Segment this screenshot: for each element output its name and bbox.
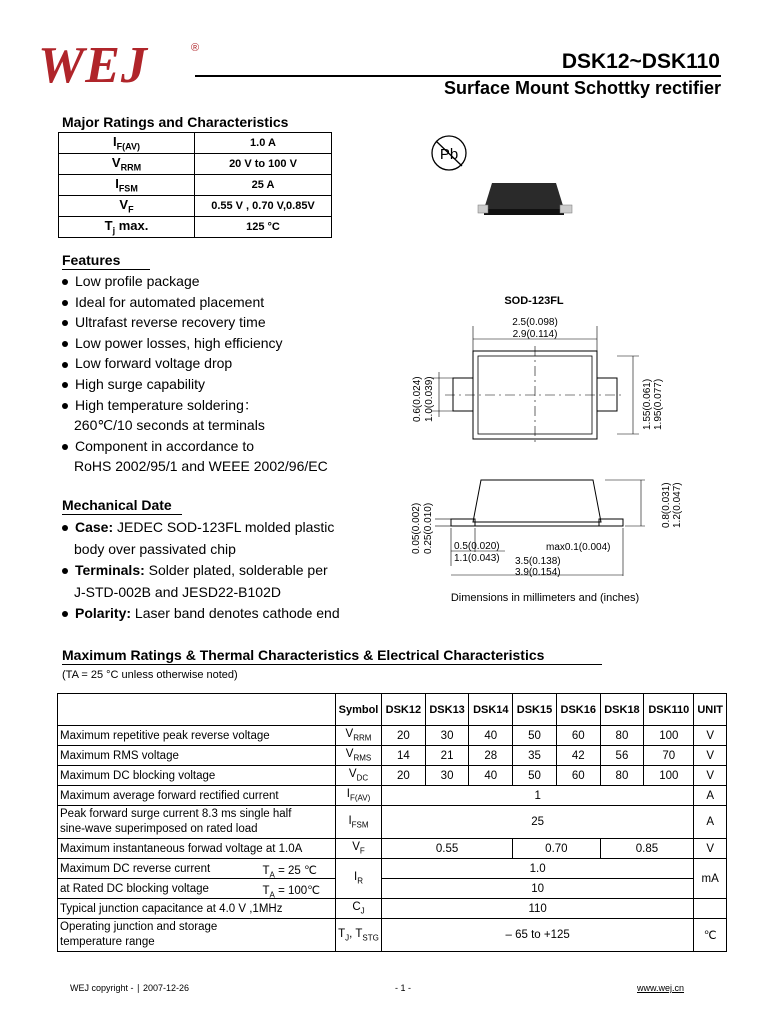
max-ratings-table xyxy=(57,693,727,952)
svg-text:1.95(0.077): 1.95(0.077) xyxy=(653,378,664,430)
document-subtitle: Surface Mount Schottky rectifier xyxy=(443,78,721,98)
list-item: Ultrafast reverse recovery time xyxy=(62,312,328,333)
list-item: Low power losses, high efficiency xyxy=(62,333,328,354)
svg-text:1.2(0.047): 1.2(0.047) xyxy=(672,482,683,528)
list-item-continuation: J-STD-002B and JESD22-B102D xyxy=(74,583,281,600)
svg-text:max0.1(0.004): max0.1(0.004) xyxy=(546,542,611,553)
table-row: Maximum instantaneous forwad voltage at 1.0A $V_F$ 0.55 0.70 0.85 V xyxy=(58,839,727,859)
list-item: Low forward voltage drop xyxy=(62,353,328,374)
ratings-row: $T_j$ max. 125 °C xyxy=(59,217,332,238)
lead-free-icon xyxy=(425,128,477,180)
website-link[interactable]: www.wej.cn xyxy=(637,983,685,993)
max-ratings-title: Maximum Ratings & Thermal Characteristics & Electrical Characteristics xyxy=(62,647,602,665)
list-item: Case: JEDEC SOD-123FL molded plastic xyxy=(62,517,340,539)
svg-text:1.0(0.039): 1.0(0.039) xyxy=(424,376,435,422)
table-row: Maximum RMS voltage $V_{RMS}$ 14 21 28 35 42 56 70 V xyxy=(58,746,727,766)
dimension-diagram xyxy=(405,290,683,610)
mechanical-title: Mechanical Date xyxy=(62,497,182,515)
list-item: Polarity: Laser band denotes cathode end xyxy=(62,603,340,625)
list-item-continuation: body over passivated chip xyxy=(74,540,236,557)
conditions-note: (TA = 25 °C unless otherwise noted) xyxy=(62,669,238,681)
table-header-row: Symbol DSK12 DSK13 DSK14 DSK15 DSK16 DSK18 DSK110 UNIT xyxy=(58,694,727,726)
svg-text:Dimensions in millimeters and: Dimensions in millimeters and (inches) xyxy=(450,592,640,604)
ratings-row: $V_{RRM}$ 20 V to 100 V xyxy=(59,154,332,175)
table-row: Operating junction and storage temperature range $T_J$, $T_{STG}$ – 65 to +125 ℃ xyxy=(58,919,727,952)
svg-text:1.1(0.043): 1.1(0.043) xyxy=(454,553,500,564)
svg-text:2.9(0.114): 2.9(0.114) xyxy=(512,329,558,340)
svg-text:2.5(0.098): 2.5(0.098) xyxy=(512,317,558,328)
page-number: - 1 - xyxy=(395,983,412,993)
list-item: High surge capability xyxy=(62,374,328,395)
table-row: at Rated DC blocking voltage $T_A$ = 100℃ 10 xyxy=(58,879,727,899)
svg-text:Pb: Pb xyxy=(439,146,459,163)
ratings-row: $I_{F(AV)}$ 1.0 A xyxy=(59,133,332,154)
list-item: Low profile package xyxy=(62,271,328,292)
features-list xyxy=(62,271,328,477)
svg-text:0.6(0.024): 0.6(0.024) xyxy=(412,376,423,422)
list-item: Ideal for automated placement xyxy=(62,292,328,313)
svg-text:3.9(0.154): 3.9(0.154) xyxy=(515,567,561,578)
registered-mark: ® xyxy=(191,42,200,54)
svg-text:0.8(0.031): 0.8(0.031) xyxy=(661,482,672,528)
ratings-title: Major Ratings and Characteristics xyxy=(62,114,289,130)
table-row: Peak forward surge current 8.3 ms single half sine-wave superimposed on rated load $I_{FSM}$ 25 A xyxy=(58,806,727,839)
ratings-table xyxy=(58,132,332,238)
svg-text:SOD-123FL: SOD-123FL xyxy=(504,295,564,307)
table-row: Maximum DC blocking voltage $V_{DC}$ 20 30 40 50 60 80 100 V xyxy=(58,766,727,786)
svg-text:1.55(0.061): 1.55(0.061) xyxy=(642,378,653,430)
list-item-continuation: 260℃/10 seconds at terminals xyxy=(74,417,265,434)
list-item: High temperature soldering： xyxy=(62,395,328,416)
table-row: Maximum repetitive peak reverse voltage $V_{RRM}$ 20 30 40 50 60 80 100 V xyxy=(58,726,727,746)
table-row: Typical junction capacitance at 4.0 V ,1MHz $C_J$ 110 xyxy=(58,899,727,919)
table-row: Maximum average forward rectified current $I_{F(AV)}$ 1 A xyxy=(58,786,727,806)
footer-copyright: WEJ copyright - ∣ 2007-12-26 xyxy=(70,983,190,993)
features-title: Features xyxy=(62,252,150,270)
list-item: Component in accordance to xyxy=(62,436,328,457)
package-image xyxy=(478,175,574,223)
mechanical-list xyxy=(62,517,340,625)
header-rule xyxy=(195,75,721,77)
list-item: Terminals: Solder plated, solderable per xyxy=(62,560,340,582)
company-logo: WEJ xyxy=(38,37,148,94)
table-row: Maximum DC reverse current $T_A = 25$ ℃ $I_R$ 1.0 mA xyxy=(58,859,727,879)
ratings-row: $I_{FSM}$ 25 A xyxy=(59,175,332,196)
svg-text:0.05(0.002): 0.05(0.002) xyxy=(411,502,422,554)
part-number: DSK12~DSK110 xyxy=(561,50,720,73)
svg-text:0.25(0.010): 0.25(0.010) xyxy=(423,502,434,554)
svg-text:3.5(0.138): 3.5(0.138) xyxy=(515,556,561,567)
ratings-row: $V_F$ 0.55 V , 0.70 V,0.85V xyxy=(59,196,332,217)
list-item-continuation: RoHS 2002/95/1 and WEEE 2002/96/EC xyxy=(74,458,328,475)
svg-text:0.5(0.020): 0.5(0.020) xyxy=(454,541,500,552)
